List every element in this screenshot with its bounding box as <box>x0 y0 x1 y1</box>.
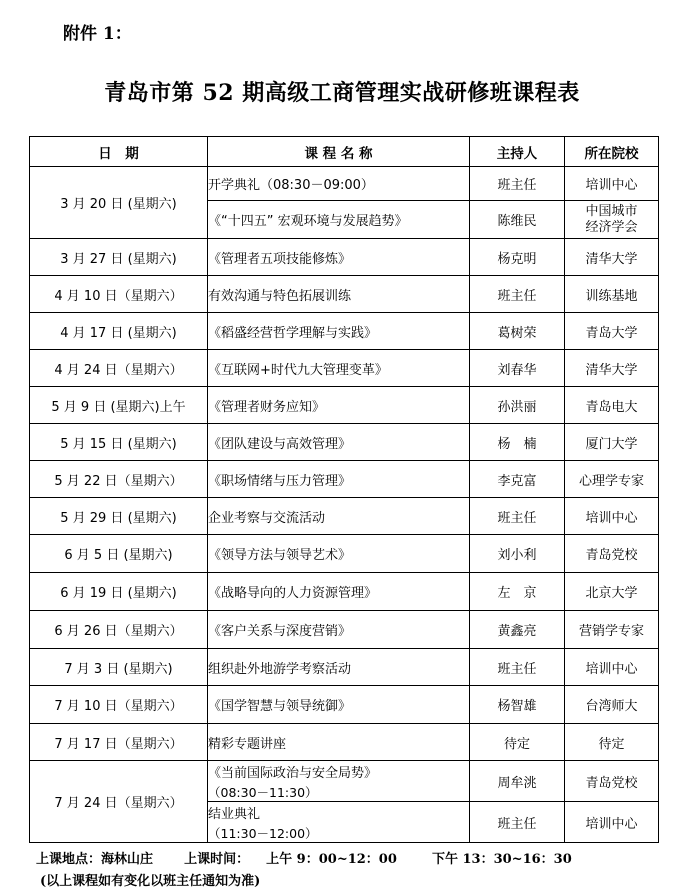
row-date: 5 月 22 日（星期六） <box>30 461 208 498</box>
row-host: 杨 楠 <box>470 424 565 461</box>
row-course: 《互联网+时代九大管理变革》 <box>208 350 470 387</box>
row-date: 4 月 10 日（星期六） <box>30 276 208 313</box>
row-course: 组织赴外地游学考察活动 <box>208 649 470 686</box>
course-title: 《当前国际政治与安全局势》 <box>208 765 378 781</box>
table-row <box>30 461 659 498</box>
row-host: 周牟洮 <box>470 761 565 802</box>
row-host: 陈维民 <box>470 201 565 239</box>
table-row <box>30 313 659 350</box>
row-school: 营销学专家 <box>565 611 659 649</box>
row-school: 培训中心 <box>565 167 659 201</box>
row-course: 有效沟通与特色拓展训练 <box>208 276 470 313</box>
row-course: 精彩专题讲座 <box>208 724 470 761</box>
row-course: 《客户关系与深度营销》 <box>208 611 470 649</box>
row-date: 4 月 17 日 (星期六) <box>30 313 208 350</box>
row-host: 李克富 <box>470 461 565 498</box>
header-school: 所在院校 <box>565 137 659 167</box>
row-course: 《稻盛经营哲学理解与实践》 <box>208 313 470 350</box>
row-host: 黄鑫亮 <box>470 611 565 649</box>
row-school: 培训中心 <box>565 498 659 535</box>
row-host: 左 京 <box>470 573 565 611</box>
row-course: 《管理者财务应知》 <box>208 387 470 424</box>
change-note: (以上课程如有变化以班主任通知为准) <box>40 874 261 889</box>
table-row <box>30 724 659 761</box>
row-course: 《领导方法与领导艺术》 <box>208 535 470 573</box>
row-host: 班主任 <box>470 498 565 535</box>
row-date: 7 月 24 日（星期六） <box>30 761 208 843</box>
row-school: 青岛电大 <box>565 387 659 424</box>
row-school: 清华大学 <box>565 239 659 276</box>
table-row <box>30 498 659 535</box>
row-date: 7 月 17 日（星期六） <box>30 724 208 761</box>
row-date: 6 月 5 日 (星期六) <box>30 535 208 573</box>
row-host: 孙洪丽 <box>470 387 565 424</box>
row-school: 北京大学 <box>565 573 659 611</box>
row-school: 待定 <box>565 724 659 761</box>
row-school: 训练基地 <box>565 276 659 313</box>
row-course: 《战略导向的人力资源管理》 <box>208 573 470 611</box>
row-school: 培训中心 <box>565 649 659 686</box>
row-date: 5 月 9 日 (星期六)上午 <box>30 387 208 424</box>
course-time: （08:30－11:30） <box>208 784 318 800</box>
row-school: 厦门大学 <box>565 424 659 461</box>
row-host: 班主任 <box>470 802 565 843</box>
row-course <box>208 761 470 802</box>
row-date: 4 月 24 日（星期六） <box>30 350 208 387</box>
row-host: 待定 <box>470 724 565 761</box>
row-host: 刘小利 <box>470 535 565 573</box>
row-date: 5 月 29 日 (星期六) <box>30 498 208 535</box>
row-date: 3 月 20 日 (星期六) <box>30 167 208 239</box>
row-host: 葛树荣 <box>470 313 565 350</box>
row-date: 7 月 3 日 (星期六) <box>30 649 208 686</box>
time-label: 上课时间： <box>184 852 250 867</box>
course-title: 结业典礼 <box>208 806 261 822</box>
page-title: 青岛市第 52 期高级工商管理实战研修班课程表 <box>104 80 580 106</box>
table-row <box>30 611 659 649</box>
row-host: 杨智雄 <box>470 686 565 724</box>
row-school: 青岛党校 <box>565 535 659 573</box>
row-date: 6 月 19 日 (星期六) <box>30 573 208 611</box>
table-row <box>30 167 659 201</box>
table-row <box>30 239 659 276</box>
attachment-label: 附件 1： <box>63 24 132 44</box>
table-row <box>30 350 659 387</box>
row-host: 班主任 <box>470 649 565 686</box>
table-row <box>30 761 659 802</box>
row-host: 班主任 <box>470 167 565 201</box>
row-course: 《团队建设与高效管理》 <box>208 424 470 461</box>
row-date: 7 月 10 日（星期六） <box>30 686 208 724</box>
row-date: 5 月 15 日 (星期六) <box>30 424 208 461</box>
table-row <box>30 535 659 573</box>
table-row <box>30 649 659 686</box>
row-course: 《管理者五项技能修炼》 <box>208 239 470 276</box>
table-row <box>30 276 659 313</box>
header-date: 日 期 <box>30 137 208 167</box>
row-school: 台湾师大 <box>565 686 659 724</box>
row-course <box>208 802 470 843</box>
row-school: 青岛党校 <box>565 761 659 802</box>
row-school: 清华大学 <box>565 350 659 387</box>
table-row <box>30 387 659 424</box>
schedule-info <box>36 848 572 867</box>
row-school: 中国城市经济学会 <box>565 201 659 239</box>
schedule-table <box>29 136 659 843</box>
row-course: 《“十四五” 宏观环境与发展趋势》 <box>208 201 470 239</box>
row-host: 杨克明 <box>470 239 565 276</box>
table-header-row <box>30 137 659 167</box>
row-course: 企业考察与交流活动 <box>208 498 470 535</box>
location-label: 上课地点：海林山庄 <box>36 852 154 867</box>
afternoon-time: 下午 13：30~16：30 <box>431 852 572 867</box>
table-row <box>30 424 659 461</box>
table-row <box>30 686 659 724</box>
table-row <box>30 573 659 611</box>
row-school: 青岛大学 <box>565 313 659 350</box>
row-course: 《国学智慧与领导统御》 <box>208 686 470 724</box>
header-course: 课 程 名 称 <box>208 137 470 167</box>
header-host: 主持人 <box>470 137 565 167</box>
row-school: 心理学专家 <box>565 461 659 498</box>
row-date: 3 月 27 日 (星期六) <box>30 239 208 276</box>
row-host: 班主任 <box>470 276 565 313</box>
row-course: 《职场情绪与压力管理》 <box>208 461 470 498</box>
course-time: （11:30－12:00） <box>208 825 318 841</box>
row-host: 刘春华 <box>470 350 565 387</box>
morning-time: 上午 9：00~12：00 <box>266 852 397 867</box>
row-course: 开学典礼（08:30－09:00） <box>208 167 470 201</box>
row-school: 培训中心 <box>565 802 659 843</box>
row-date: 6 月 26 日（星期六） <box>30 611 208 649</box>
